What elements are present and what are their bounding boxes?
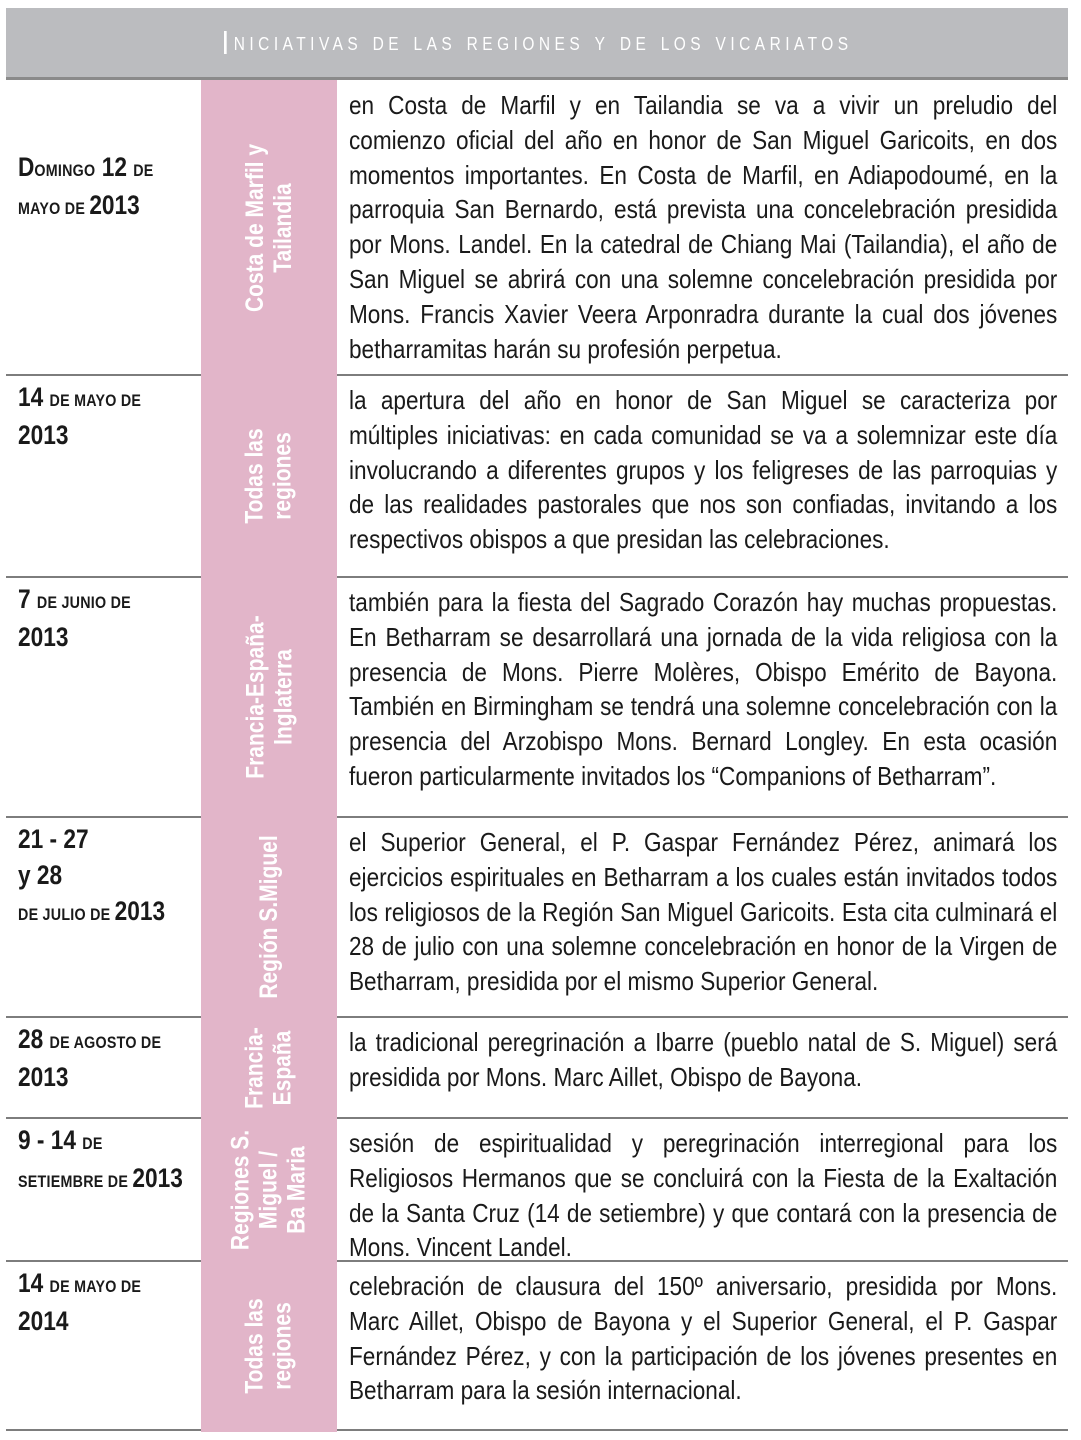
page-title — [80, 8, 993, 77]
region-label-line: Francia-España- — [241, 615, 270, 779]
region-label-line: regiones — [269, 1301, 297, 1390]
row-description: el Superior General, el P. Gaspar Fernández Pérez, animará los ejercicios espirituales en Betharram a los cuales están invitados todos los religiosos de la Región San Miguel Garicoits. Esta cita culminará el 28 de julio con una solemne concelebración en honor de la Virgen de Betharram, presidida por el mismo Superior General. — [349, 827, 1058, 997]
date-part: 2013 — [89, 190, 140, 220]
page-title-initial: I — [221, 23, 234, 61]
region-label-line: Ba Maria — [283, 1145, 311, 1234]
region-label — [241, 428, 297, 523]
date-part: D — [18, 152, 35, 182]
row-region — [201, 1017, 337, 1118]
region-label-line: Todas las — [241, 1297, 269, 1394]
page-title-rest: niciativas de las regiones y de los vicariatos — [233, 28, 853, 56]
date-part: 21 - 27 — [18, 824, 89, 854]
date-part: 12 — [95, 152, 134, 182]
region-label — [241, 615, 297, 778]
date-part: DE — [133, 161, 154, 180]
row-description: celebración de clausura del 150º aniversario, presidida por Mons. Marc Aillet, Obispo de Bayona y el Superior General, el P. Gaspar Fernández Pérez, y con la participación de los jóvenes presentes en Betharram para la sesión internacional. — [349, 1271, 1058, 1406]
region-label-line: España — [268, 1030, 297, 1105]
row-region — [201, 1118, 337, 1261]
row-description: la apertura del año en honor de San Miguel se caracteriza por múltiples iniciativas: en cada comunidad se va a solemnizar este día involucrando a diferentes grupos y los feligreses de las parroquias y de las realidades pastorales que nos son confiadas, invitando a los respectivos obispos a que presidan las celebraciones. — [349, 385, 1058, 555]
date-part: 9 - 14 — [18, 1125, 83, 1155]
region-label — [241, 143, 297, 311]
row-divider — [6, 1429, 1068, 1431]
row-divider — [6, 77, 1068, 80]
date-part: 2013 — [18, 420, 69, 450]
date-part: 2013 — [114, 896, 166, 926]
date-part: DE MAYO DE — [49, 1277, 142, 1296]
region-label-line: Región S.Miguel — [255, 835, 284, 999]
date-part: DE JULIO DE — [18, 905, 115, 924]
row-description: la tradicional peregrinación a Ibarre (pueblo natal de S. Miguel) será presidida por Mons. Marc Aillet, Obispo de Bayona. — [349, 1027, 1058, 1092]
row-date — [18, 150, 169, 226]
region-label-line: Regiones S. — [227, 1129, 255, 1250]
row-divider — [6, 576, 1068, 578]
row-region — [201, 577, 337, 817]
region-label-line: Inglaterra — [269, 649, 298, 745]
region-label-line: Todas las — [241, 428, 269, 524]
date-part: 14 — [18, 1268, 50, 1298]
row-description: en Costa de Marfil y en Tailandia se va a vivir un preludio del comienzo oficial del año en honor de San Miguel Garicoits, en dos momentos importantes. En Costa de Marfil, en Adiapodoumé, en la parroquia San Bernardo, está prevista una concelebración presidida por Mons. Landel. En la catedral de Chiang Mai (Tailandia), el año de San Miguel se abrirá con una solemne concelebración presidida por Mons. Francis Xavier Veera Arponradra durante la cual dos jóvenes betharramitas harán su profesión perpetua. — [349, 90, 1058, 364]
region-label — [241, 1298, 297, 1393]
date-part: OMINGO — [34, 161, 96, 180]
row-region — [201, 80, 337, 375]
row-divider — [6, 816, 1068, 818]
region-label-line: Tailandia — [269, 182, 297, 273]
page-header-band — [6, 8, 1068, 77]
date-part: MAYO DE — [18, 199, 90, 218]
row-divider — [6, 374, 1068, 376]
date-part: 2013 — [18, 1062, 69, 1092]
date-part: SETIEMBRE DE — [18, 1172, 133, 1191]
row-region — [201, 1261, 337, 1430]
row-date — [18, 1022, 169, 1096]
row-date — [18, 1266, 169, 1340]
date-part: DE JUNIO DE — [36, 593, 131, 612]
region-label-line: Costa de Marfil y — [241, 143, 269, 312]
region-label — [227, 1129, 311, 1249]
row-date — [18, 1123, 183, 1199]
row-divider — [6, 1117, 1068, 1119]
row-divider — [6, 1016, 1068, 1018]
row-region — [201, 817, 337, 1017]
region-label — [241, 1027, 297, 1109]
row-date — [18, 582, 169, 656]
row-description: sesión de espiritualidad y peregrinación interregional para los Religiosos Hermanos que se concluirá con la Fiesta de la Exaltación de la Santa Cruz (14 de setiembre) y que contará con la presencia de Mons. Vincent Landel. — [349, 1128, 1058, 1263]
date-part: 2013 — [18, 622, 69, 652]
date-part: 2013 — [132, 1163, 183, 1193]
date-part: 2014 — [18, 1306, 69, 1336]
region-label-line: Miguel / — [255, 1150, 283, 1229]
date-part: 7 — [18, 584, 37, 614]
row-date — [18, 822, 169, 932]
region-label — [255, 835, 283, 998]
date-part: 14 — [18, 382, 50, 412]
row-region — [201, 375, 337, 577]
region-label-line: Francia- — [240, 1026, 269, 1109]
date-part: y 28 — [18, 860, 63, 890]
date-part: 28 — [18, 1024, 50, 1054]
row-description: también para la fiesta del Sagrado Corazón hay muchas propuestas. En Betharram se desarrollará una jornada de la vida religiosa con la presencia de Mons. Pierre Molères, Obispo Emérito de Bayona. También en Birmingham se tendrá una solemne concelebración con la presencia del Arzobispo Mons. Bernard Longley. En esta ocasión fueron particularmente invitados los “Companions of Betharram”. — [349, 587, 1058, 791]
date-part: DE — [82, 1134, 103, 1153]
date-part: DE AGOSTO DE — [49, 1033, 162, 1052]
region-label-line: regiones — [269, 432, 297, 520]
row-date — [18, 380, 169, 454]
date-part: DE MAYO DE — [49, 391, 142, 410]
